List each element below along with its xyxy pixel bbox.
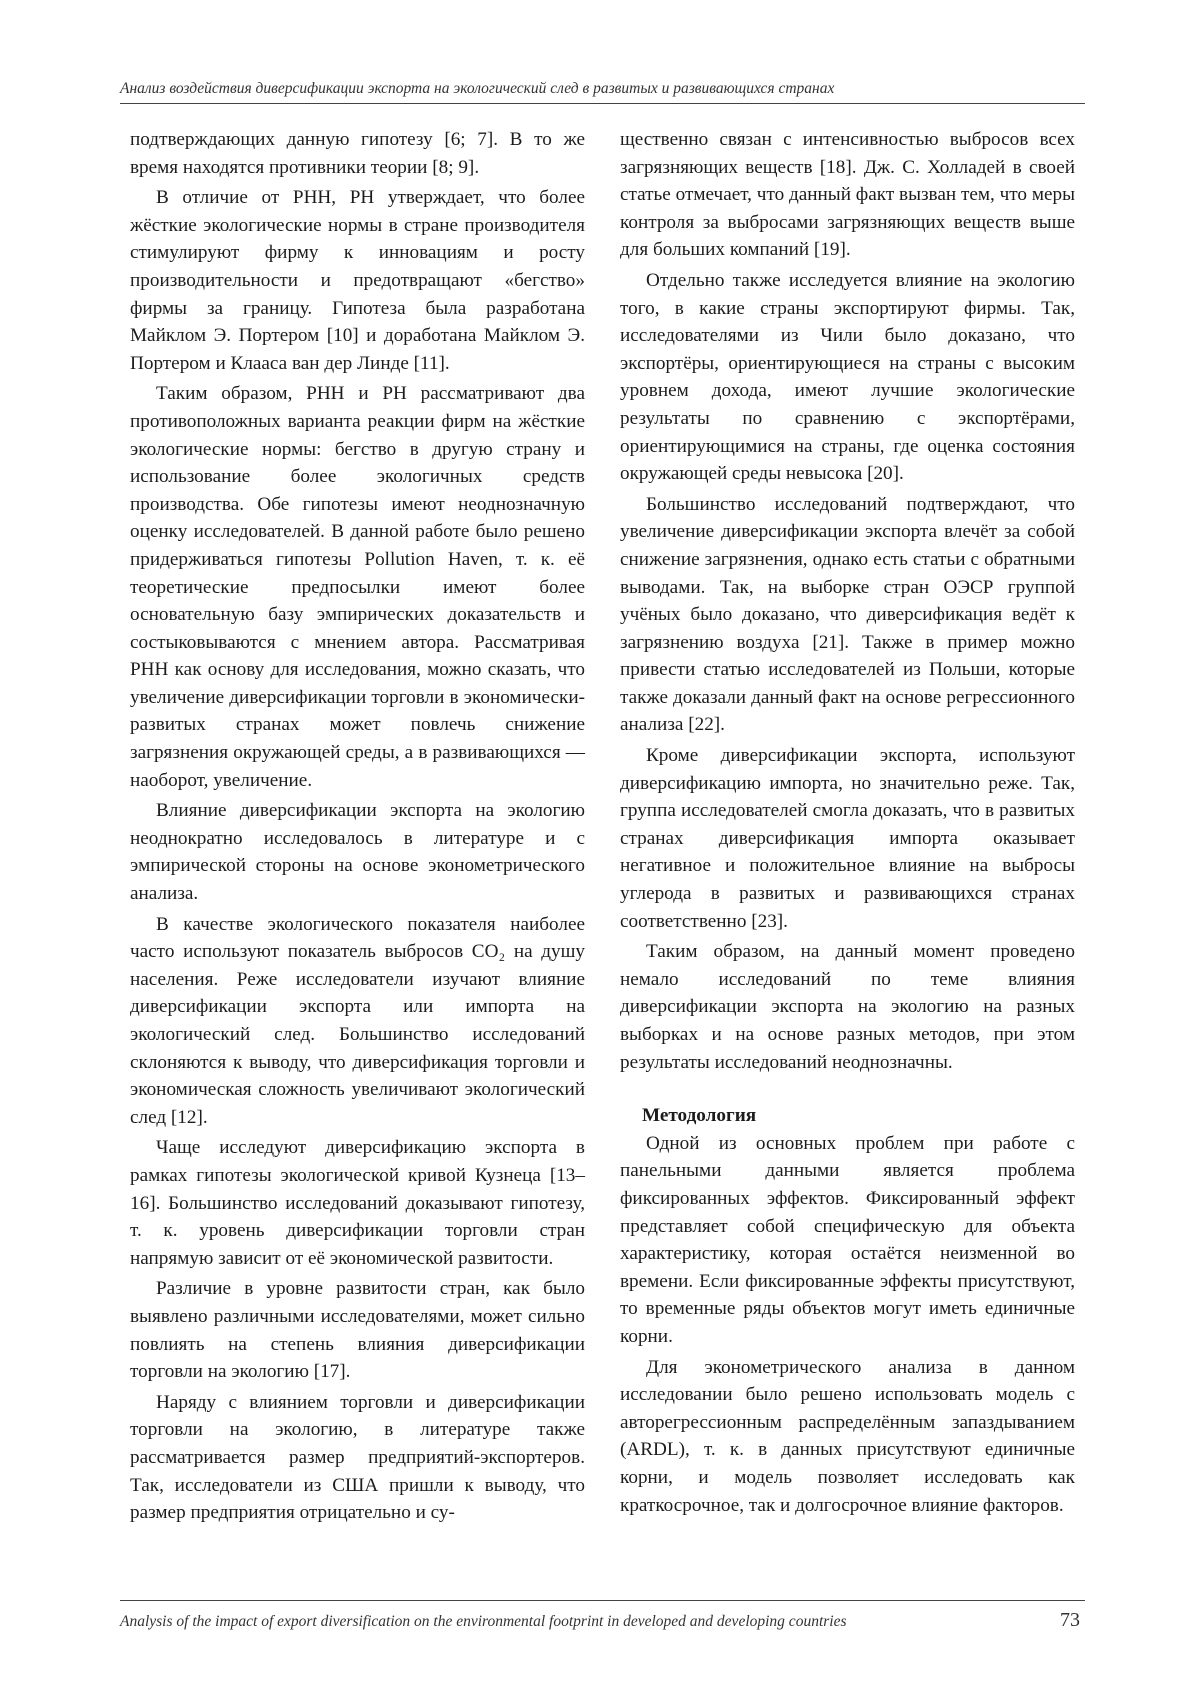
- paragraph: Чаще исследуют диверсификацию экспорта в рамках гипотезы экологической кривой Кузнеца [13–16]. Большинство исследований доказывают гипотезу, т. к. уровень диверсификации торговли стран напрямую зависит от её экономической развитости.: [130, 1137, 585, 1269]
- paragraph: Большинство исследований подтверждают, что увеличение диверсификации экспорта влечёт за собой снижение загрязнения, однако есть статьи с обратными выводами. Так, на выборке стран ОЭСР группой учёных было доказано, что диверсификация ведёт к загрязнению воздуха [21]. Также в пример можно привести статью исследователей из Польши, которые также доказали данный факт на основе регрессионного анализа [22].: [620, 493, 1075, 736]
- paragraph: Для эконометрического анализа в данном исследовании было решено использовать модель с авторегрессионным распределённым запаздыванием (ARDL), т. к. в данных присутствуют единичные корни, и модель позволяет исследовать как краткосрочное, так и долгосрочное влияние факторов.: [620, 1356, 1075, 1516]
- paragraph: Различие в уровне развитости стран, как было выявлено различными исследователями, может сильно повлиять на степень влияния диверсификации торговли на экологию [17].: [130, 1278, 585, 1383]
- footer-rule: [120, 1600, 1085, 1601]
- running-head: Анализ воздействия диверсификации экспорта на экологический след в развитых и развивающихся странах: [120, 80, 835, 97]
- paragraph: Таким образом, PHH и PH рассматривают два противоположных варианта реакции фирм на жёсткие экологические нормы: бегство в другую страну и использование более экологичных средств производства. Обе гипотезы имеют неоднозначную оценку исследователей. В данной работе было решено придерживаться гипотезы Pollution Haven, т. к. её теоретические предпосылки имеют более основательную базу эмпирических доказательств и состыковываются с мнением автора. Рассматривая PHH как основу для исследования, можно сказать, что увеличение диверсификации торговли в экономически-развитых странах может повлечь снижение загрязнения окружающей среды, а в развивающихся — наоборот, увеличение.: [130, 383, 585, 791]
- page-number: 73: [1060, 1609, 1080, 1631]
- paragraph: Влияние диверсификации экспорта на экологию неоднократно исследовалось в литературе и с эмпирической стороны на основе эконометрического анализа.: [130, 800, 585, 905]
- left-column: [130, 126, 585, 1527]
- section-heading: Методология: [642, 1105, 757, 1127]
- paragraph: Таким образом, на данный момент проведено немало исследований по теме влияния диверсификации экспорта на экологию на разных выборках и на основе разных методов, при этом результаты исследований неоднозначны.: [620, 941, 1075, 1073]
- paragraph: Кроме диверсификации экспорта, используют диверсификацию импорта, но значительно реже. Так, группа исследователей смогла доказать, что в развитых странах диверсификация импорта оказывает негативное и положительное влияние на выбросы углерода в развитых и развивающихся странах соответственно [23].: [620, 745, 1075, 932]
- paragraph: Отдельно также исследуется влияние на экологию того, в какие страны экспортируют фирмы. Так, исследователями из Чили было доказано, что экспортёры, ориентирующиеся на страны с высоким уровнем дохода, имеют лучшие экологические результаты по сравнению с экспортёрами, ориентирующимися на страны, где оценка состояния окружающей среды невысока [20].: [620, 269, 1075, 485]
- running-foot: Analysis of the impact of export diversification on the environmental footprint in developed and developing countries: [120, 1613, 847, 1630]
- paragraph: щественно связан с интенсивностью выбросов всех загрязняющих веществ [18]. Дж. С. Холладей в своей статье отмечает, что данный факт вызван тем, что меры контроля за выбросами загрязняющих веществ выше для больших компаний [19].: [620, 129, 1075, 261]
- paragraph: В качестве экологического показателя наиболее часто используют показатель выбросов CO₂ на душу населения. Реже исследователи изучают влияние диверсификации экспорта или импорта на экологический след. Большинство исследований склоняются к выводу, что диверсификация торговли и экономическая сложность увеличивают экологический след [12].: [130, 913, 585, 1128]
- paragraph: Одной из основных проблем при работе с панельными данными является проблема фиксированных эффектов. Фиксированный эффект представляет собой специфическую для объекта характеристику, которая остаётся неизменной во времени. Если фиксированные эффекты присутствуют, то временные ряды объектов могут иметь единичные корни.: [620, 1132, 1075, 1347]
- paragraph: Наряду с влиянием торговли и диверсификации торговли на экологию, в литературе также рассматривается размер предприятий-экспортеров. Так, исследователи из США пришли к выводу, что размер предприятия отрицательно и су-: [130, 1391, 585, 1524]
- right-column: [620, 126, 1075, 1519]
- paragraph: подтверждающих данную гипотезу [6; 7]. В то же время находятся противники теории [8; 9].: [130, 129, 585, 178]
- paragraph: В отличие от PHH, PH утверждает, что более жёсткие экологические нормы в стране производителя стимулируют фирму к инновациям и росту производительности и предотвращают «бегство» фирмы за границу. Гипотеза была разработана Майклом Э. Портером [10] и доработана Майклом Э. Портером и Клааса ван дер Линде [11].: [130, 187, 585, 374]
- header-rule: [120, 103, 1085, 104]
